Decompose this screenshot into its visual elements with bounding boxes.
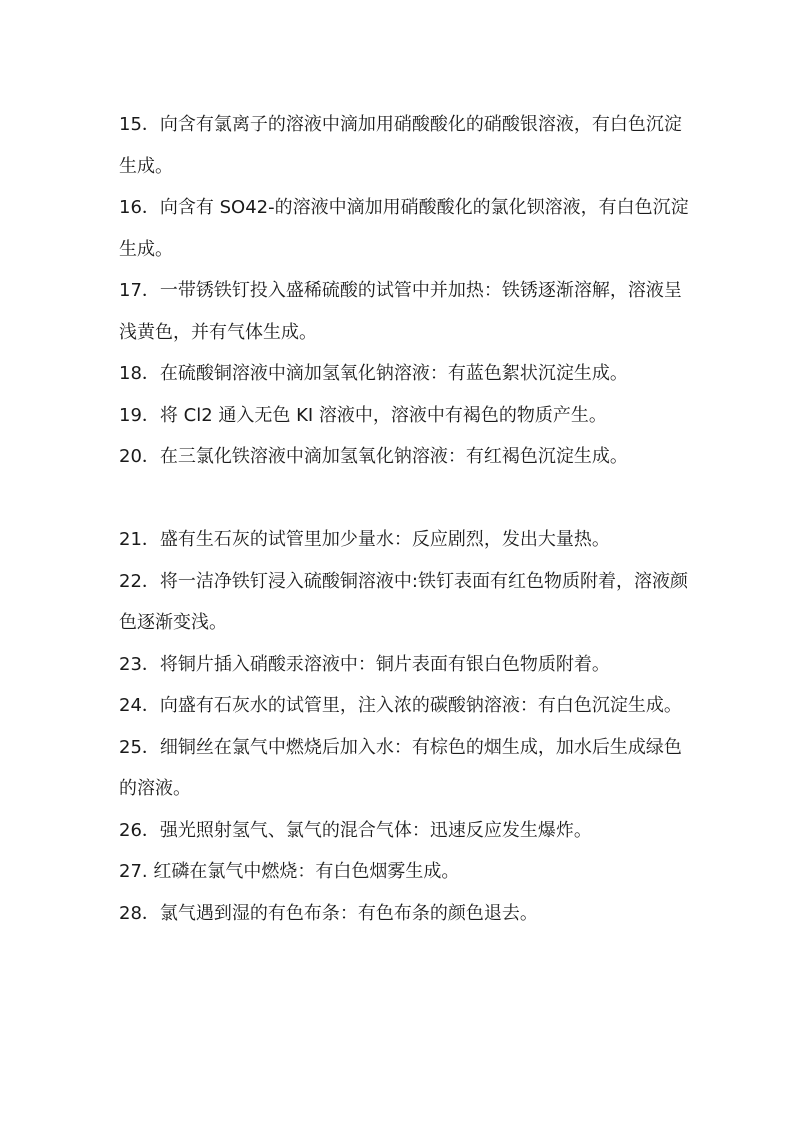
list-item-22: 22．将一洁净铁钉浸入硫酸铜溶液中:铁钉表面有红色物质附着，溶液颜色逐渐变浅。 (119, 570, 688, 633)
experiment-list (119, 104, 699, 934)
list-item-28: 28．氯气遇到湿的有色布条：有色布条的颜色退去。 (119, 902, 538, 924)
list-item-19: 19．将 Cl2 通入无色 KI 溶液中，溶液中有褐色的物质产生。 (119, 404, 607, 426)
list-item-20: 20．在三氯化铁溶液中滴加氢氧化钠溶液：有红褐色沉淀生成。 (119, 446, 628, 467)
list-item-25: 25．细铜丝在氯气中燃烧后加入水：有棕色的烟生成，加水后生成绿色的溶液。 (119, 736, 682, 799)
list-item-18: 18．在硫酸铜溶液中滴加氢氧化钠溶液：有蓝色絮状沉淀生成。 (119, 363, 628, 384)
list-item-17: 17．一带锈铁钉投入盛稀硫酸的试管中并加热：铁锈逐渐溶解，溶液呈浅黄色，并有气体生成。 (119, 280, 682, 343)
list-item-16: 16．向含有 SO42-的溶液中滴加用硝酸酸化的氯化钡溶液，有白色沉淀生成。 (119, 197, 689, 260)
list-item-23: 23．将铜片插入硝酸汞溶液中：铜片表面有银白色物质附着。 (119, 653, 610, 675)
list-item-21: 21．盛有生石灰的试管里加少量水：反应剧烈，发出大量热。 (119, 529, 610, 550)
list-item-24: 24．向盛有石灰水的试管里，注入浓的碳酸钠溶液：有白色沉淀生成。 (119, 695, 682, 716)
section-gap (119, 478, 699, 520)
list-item-26: 26．强光照射氢气、氯气的混合气体：迅速反应发生爆炸。 (119, 819, 592, 841)
list-item-27: 27. 红磷在氯气中燃烧：有白色烟雾生成。 (119, 861, 460, 882)
list-item-15: 15．向含有氯离子的溶液中滴加用硝酸酸化的硝酸银溶液，有白色沉淀生成。 (119, 114, 682, 177)
